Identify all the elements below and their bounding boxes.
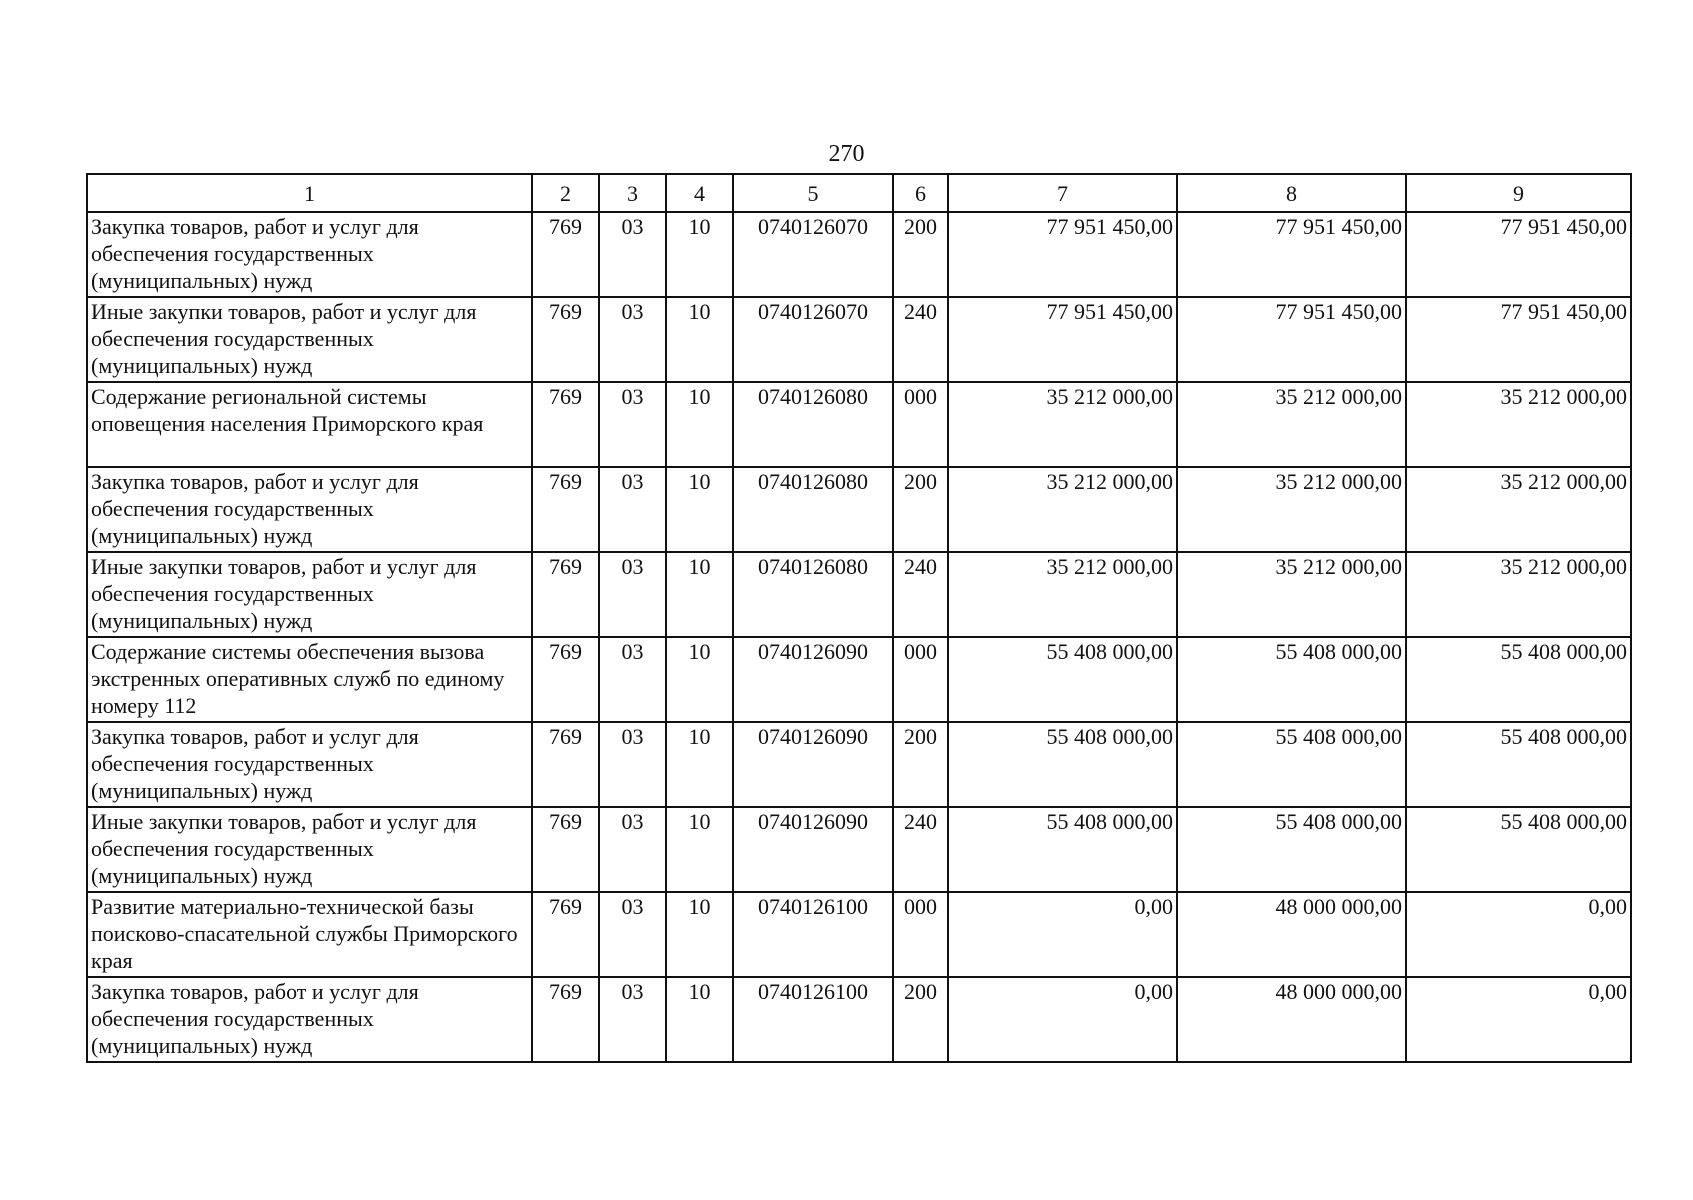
row-name: Закупка товаров, работ и услуг для обеспечения государственных (муниципальных) нужд bbox=[87, 212, 532, 297]
row-ministry-code: 769 bbox=[532, 552, 599, 637]
row-subsection-code: 10 bbox=[666, 892, 733, 977]
row-target-code: 0740126080 bbox=[733, 382, 893, 467]
row-target-code: 0740126090 bbox=[733, 637, 893, 722]
row-target-code: 0740126070 bbox=[733, 297, 893, 382]
row-target-code: 0740126090 bbox=[733, 722, 893, 807]
table-row bbox=[87, 892, 1631, 977]
row-amount-8: 77 951 450,00 bbox=[1177, 212, 1406, 297]
col-header-4: 4 bbox=[666, 174, 733, 212]
row-name: Закупка товаров, работ и услуг для обеспечения государственных (муниципальных) нужд bbox=[87, 977, 532, 1062]
row-section-code: 03 bbox=[599, 382, 666, 467]
row-expense-type: 240 bbox=[893, 807, 948, 892]
row-name: Закупка товаров, работ и услуг для обеспечения государственных (муниципальных) нужд bbox=[87, 722, 532, 807]
row-section-code: 03 bbox=[599, 552, 666, 637]
row-amount-8: 48 000 000,00 bbox=[1177, 977, 1406, 1062]
row-target-code: 0740126100 bbox=[733, 977, 893, 1062]
row-amount-7: 55 408 000,00 bbox=[948, 722, 1177, 807]
table-header bbox=[87, 174, 1631, 212]
row-amount-7: 0,00 bbox=[948, 977, 1177, 1062]
row-section-code: 03 bbox=[599, 807, 666, 892]
row-target-code: 0740126090 bbox=[733, 807, 893, 892]
row-amount-8: 35 212 000,00 bbox=[1177, 552, 1406, 637]
row-subsection-code: 10 bbox=[666, 722, 733, 807]
row-name: Содержание региональной системы оповещения населения Приморского края bbox=[87, 382, 532, 467]
row-ministry-code: 769 bbox=[532, 977, 599, 1062]
row-subsection-code: 10 bbox=[666, 552, 733, 637]
row-amount-7: 77 951 450,00 bbox=[948, 297, 1177, 382]
row-section-code: 03 bbox=[599, 467, 666, 552]
row-amount-8: 35 212 000,00 bbox=[1177, 467, 1406, 552]
row-amount-9: 55 408 000,00 bbox=[1406, 637, 1631, 722]
row-ministry-code: 769 bbox=[532, 892, 599, 977]
row-amount-8: 55 408 000,00 bbox=[1177, 637, 1406, 722]
row-expense-type: 240 bbox=[893, 552, 948, 637]
row-subsection-code: 10 bbox=[666, 382, 733, 467]
row-amount-7: 0,00 bbox=[948, 892, 1177, 977]
row-amount-9: 0,00 bbox=[1406, 977, 1631, 1062]
row-section-code: 03 bbox=[599, 212, 666, 297]
budget-table bbox=[86, 173, 1632, 1063]
row-amount-7: 55 408 000,00 bbox=[948, 637, 1177, 722]
row-ministry-code: 769 bbox=[532, 297, 599, 382]
row-amount-9: 55 408 000,00 bbox=[1406, 807, 1631, 892]
row-subsection-code: 10 bbox=[666, 977, 733, 1062]
row-amount-7: 35 212 000,00 bbox=[948, 467, 1177, 552]
row-target-code: 0740126070 bbox=[733, 212, 893, 297]
table-body bbox=[87, 212, 1631, 1062]
row-target-code: 0740126080 bbox=[733, 552, 893, 637]
row-target-code: 0740126100 bbox=[733, 892, 893, 977]
table-row bbox=[87, 212, 1631, 297]
row-target-code: 0740126080 bbox=[733, 467, 893, 552]
row-ministry-code: 769 bbox=[532, 637, 599, 722]
row-name: Иные закупки товаров, работ и услуг для обеспечения государственных (муниципальных) нужд bbox=[87, 297, 532, 382]
row-section-code: 03 bbox=[599, 637, 666, 722]
row-name: Закупка товаров, работ и услуг для обеспечения государственных (муниципальных) нужд bbox=[87, 467, 532, 552]
row-amount-8: 55 408 000,00 bbox=[1177, 807, 1406, 892]
row-amount-7: 77 951 450,00 bbox=[948, 212, 1177, 297]
row-name: Содержание системы обеспечения вызова экстренных оперативных служб по единому номеру 112 bbox=[87, 637, 532, 722]
row-section-code: 03 bbox=[599, 722, 666, 807]
row-expense-type: 000 bbox=[893, 382, 948, 467]
table-row bbox=[87, 467, 1631, 552]
row-subsection-code: 10 bbox=[666, 807, 733, 892]
table-row bbox=[87, 977, 1631, 1062]
row-amount-9: 77 951 450,00 bbox=[1406, 297, 1631, 382]
row-subsection-code: 10 bbox=[666, 212, 733, 297]
table-row bbox=[87, 807, 1631, 892]
row-expense-type: 200 bbox=[893, 722, 948, 807]
row-amount-7: 35 212 000,00 bbox=[948, 552, 1177, 637]
page-number: 270 bbox=[828, 141, 865, 167]
row-amount-8: 35 212 000,00 bbox=[1177, 382, 1406, 467]
row-expense-type: 200 bbox=[893, 467, 948, 552]
col-header-2: 2 bbox=[532, 174, 599, 212]
row-ministry-code: 769 bbox=[532, 722, 599, 807]
row-section-code: 03 bbox=[599, 892, 666, 977]
header-row bbox=[87, 174, 1631, 212]
row-expense-type: 240 bbox=[893, 297, 948, 382]
row-amount-9: 55 408 000,00 bbox=[1406, 722, 1631, 807]
row-ministry-code: 769 bbox=[532, 212, 599, 297]
row-expense-type: 000 bbox=[893, 892, 948, 977]
row-name: Развитие материально-технической базы поисково-спасательной службы Приморского края bbox=[87, 892, 532, 977]
row-expense-type: 200 bbox=[893, 977, 948, 1062]
row-section-code: 03 bbox=[599, 297, 666, 382]
col-header-9: 9 bbox=[1406, 174, 1631, 212]
row-amount-8: 77 951 450,00 bbox=[1177, 297, 1406, 382]
row-amount-7: 35 212 000,00 bbox=[948, 382, 1177, 467]
row-ministry-code: 769 bbox=[532, 807, 599, 892]
col-header-3: 3 bbox=[599, 174, 666, 212]
row-name: Иные закупки товаров, работ и услуг для обеспечения государственных (муниципальных) нужд bbox=[87, 552, 532, 637]
row-section-code: 03 bbox=[599, 977, 666, 1062]
row-amount-9: 0,00 bbox=[1406, 892, 1631, 977]
row-subsection-code: 10 bbox=[666, 467, 733, 552]
row-name: Иные закупки товаров, работ и услуг для обеспечения государственных (муниципальных) нужд bbox=[87, 807, 532, 892]
col-header-8: 8 bbox=[1177, 174, 1406, 212]
row-subsection-code: 10 bbox=[666, 297, 733, 382]
row-expense-type: 200 bbox=[893, 212, 948, 297]
table-row bbox=[87, 552, 1631, 637]
table-row bbox=[87, 297, 1631, 382]
row-subsection-code: 10 bbox=[666, 637, 733, 722]
row-amount-9: 35 212 000,00 bbox=[1406, 467, 1631, 552]
row-ministry-code: 769 bbox=[532, 467, 599, 552]
col-header-6: 6 bbox=[893, 174, 948, 212]
row-amount-8: 48 000 000,00 bbox=[1177, 892, 1406, 977]
col-header-1: 1 bbox=[87, 174, 532, 212]
row-amount-9: 35 212 000,00 bbox=[1406, 382, 1631, 467]
row-amount-7: 55 408 000,00 bbox=[948, 807, 1177, 892]
table-row bbox=[87, 722, 1631, 807]
row-amount-9: 35 212 000,00 bbox=[1406, 552, 1631, 637]
table-row bbox=[87, 382, 1631, 467]
row-expense-type: 000 bbox=[893, 637, 948, 722]
table-row bbox=[87, 637, 1631, 722]
col-header-7: 7 bbox=[948, 174, 1177, 212]
col-header-5: 5 bbox=[733, 174, 893, 212]
row-ministry-code: 769 bbox=[532, 382, 599, 467]
row-amount-8: 55 408 000,00 bbox=[1177, 722, 1406, 807]
row-amount-9: 77 951 450,00 bbox=[1406, 212, 1631, 297]
